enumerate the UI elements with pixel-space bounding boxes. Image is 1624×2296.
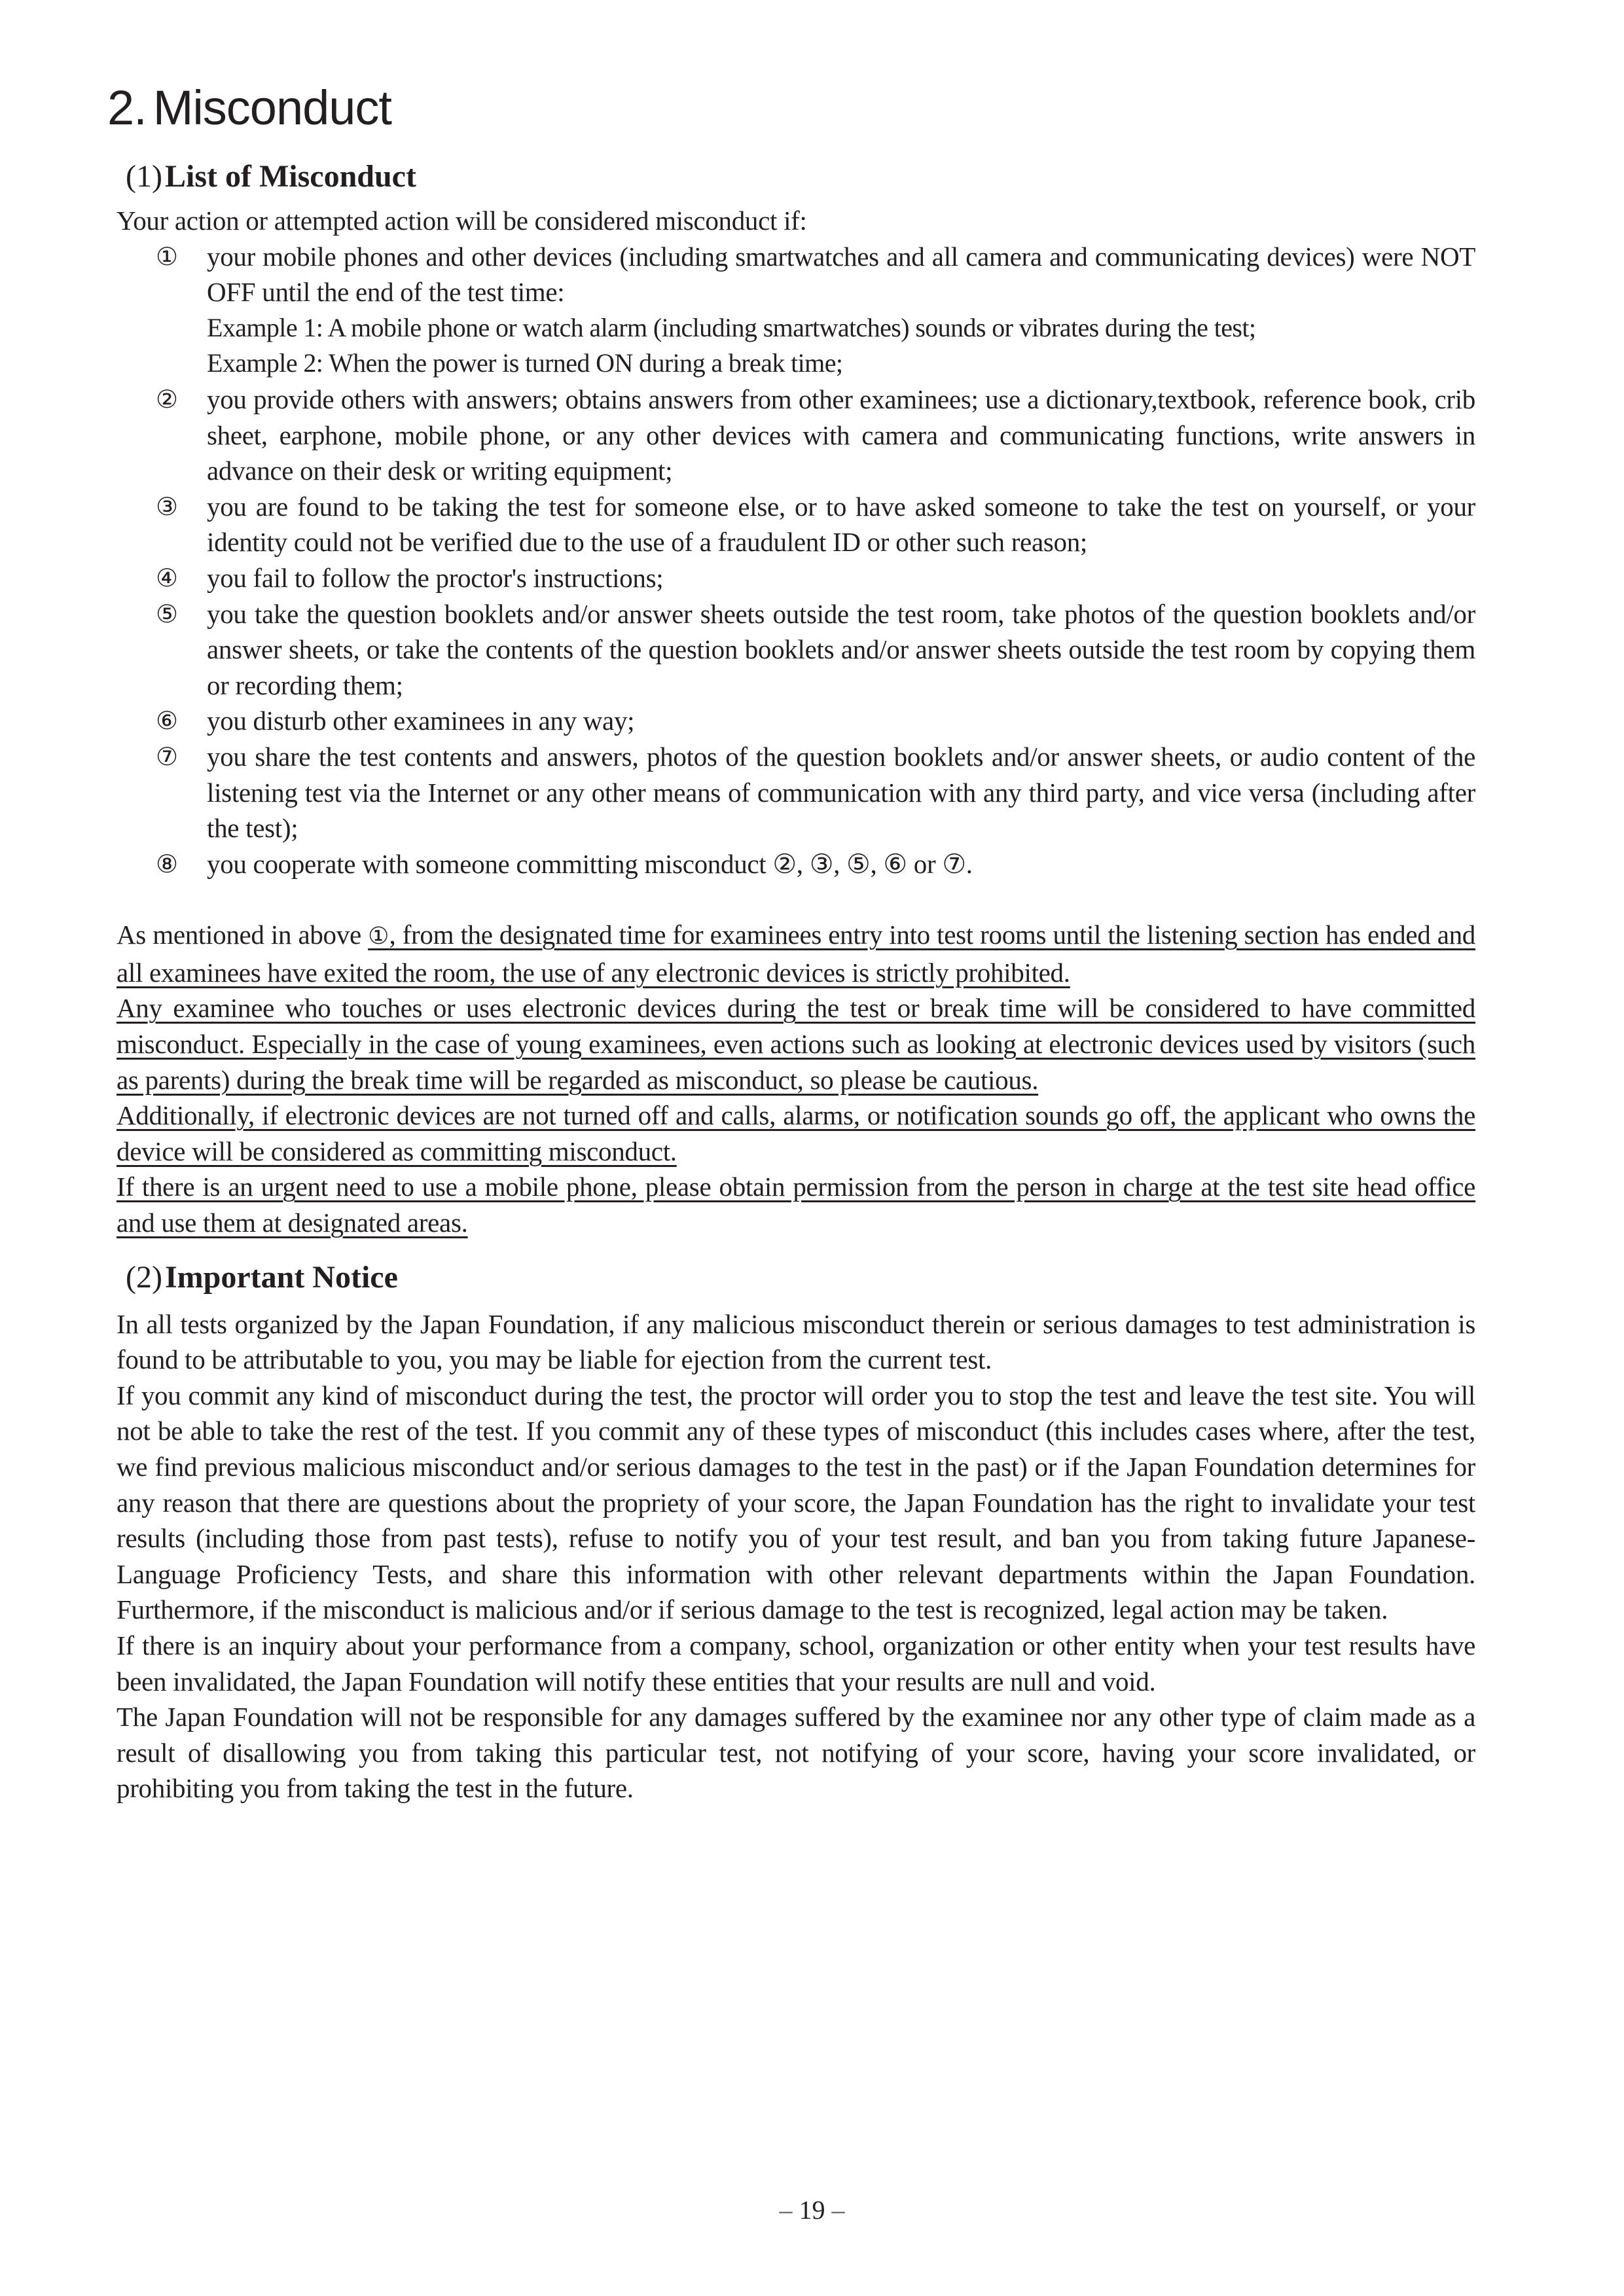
circled-number-7: ⑦ [156,742,179,771]
section-heading [107,79,1475,137]
list-item-text: you fail to follow the proctor's instructions; [207,562,664,593]
page-number-dash-right: – [831,2195,845,2225]
list-item [117,739,1475,846]
example-1: Example 1: A mobile phone or watch alarm (including smartwatches) sounds or vibrates during the test; [207,312,1256,342]
circled-number-reference: ① [368,923,389,950]
notice-underlined-4: If there is an urgent need to use a mobile phone, please obtain permission from the person in charge at the test site head office and use them at designated areas. [117,1172,1475,1238]
list-item [117,846,1475,882]
list-item-text: you share the test contents and answers, photos of the question booklets and/or answer sheets, or audio content of the listening test via the Internet or any other means of communication with any third party, and vice versa (including after the test); [207,741,1475,844]
subsection-number: (2) [126,1259,162,1295]
important-paragraph: If you commit any kind of misconduct during the test, the proctor will order you to stop the test and leave the test site. You will not be able to take the rest of the test. If you commit any of these types of misconduct (this includes cases where, after the test, we find previous malicious misconduct and/or serious damages to the test in the past) or if the Japan Foundation determines for any reason that there are questions about the propriety of your score, the Japan Foundation has the right to invalidate your test results (including those from past tests), refuse to notify you of your test result, and ban you from taking future Japanese-Language Proficiency Tests, and share this information with other relevant departments within the Japan Foundation. Furthermore, if the misconduct is malicious and/or if serious damage to the test is recognized, legal action may be taken. [117,1380,1475,1625]
electronic-devices-notice [117,917,1475,1240]
misconduct-list [117,239,1475,882]
circled-number-8: ⑧ [156,849,179,878]
notice-paragraph-2 [117,990,1475,1098]
document-page [107,79,1475,1806]
subsection-number: (1) [126,159,162,194]
notice-lead: As mentioned in above [117,920,369,950]
list-item-text: your mobile phones and other devices (including smartwatches and all camera and communicating devices) were NOT OFF until the end of the test time: [207,241,1475,308]
notice-paragraph-4 [117,1169,1475,1240]
notice-paragraph-1 [117,917,1475,990]
circled-number-1: ① [156,242,179,271]
notice-underlined-3: Additionally, if electronic devices are not turned off and calls, alarms, or notification sounds go off, the applicant who owns the device will be considered as committing misconduct. [117,1100,1475,1166]
page-number-dash-left: – [779,2195,793,2225]
circled-number-4: ④ [156,563,179,592]
misconduct-intro: Your action or attempted action will be considered misconduct if: [117,206,807,236]
subsection-title: Important Notice [164,1259,398,1295]
circled-number-2: ② [156,384,179,414]
page-footer [0,2194,1624,2227]
list-item-text: you disturb other examinees in any way; [207,706,635,736]
list-item-text: you cooperate with someone committing misconduct ②, ③, ⑤, ⑥ or ⑦. [207,848,973,879]
list-item [117,703,1475,739]
important-notice-body [117,1306,1475,1806]
subsection-heading-list-of-misconduct [126,157,1475,196]
important-paragraph: The Japan Foundation will not be responsible for any damages suffered by the examinee nor any other type of claim made as a result of disallowing you from taking this particular test, not notifying of your score, having your score invalidated, or prohibiting you from taking the test in the future. [117,1702,1475,1804]
important-paragraph: If there is an inquiry about your performance from a company, school, organization or other entity when your test results have been invalidated, the Japan Foundation will notify these entities that your results are null and void. [117,1630,1475,1696]
circled-number-5: ⑤ [156,599,179,628]
list-item [117,560,1475,596]
list-item [117,239,1475,382]
list-item-text: you are found to be taking the test for someone else, or to have asked someone to take the test on yourself, or your identity could not be verified due to the use of a fraudulent ID or other such reason; [207,491,1475,558]
page-number: 19 [799,2195,825,2225]
subsection-title: List of Misconduct [164,159,416,194]
circled-number-3: ③ [156,492,179,521]
example-2: Example 2: When the power is turned ON during a break time; [207,348,843,378]
list-item-text: you take the question booklets and/or answer sheets outside the test room, take photos of the question booklets and/or answer sheets, or take the contents of the question booklets and/or answer sheets outside the test room by copying them or recording them; [207,598,1475,700]
notice-underlined-2: Any examinee who touches or uses electronic devices during the test or break time will be considered to have committed misconduct. Especially in the case of young examinees, even actions such as looking at electronic devices used by visitors (such as parents) during the break time will be regarded as misconduct, so please be cautious. [117,993,1475,1095]
notice-underlined-1: , from the designated time for examinees entry into test rooms until the listening section has ended and all examinees have exited the room, the use of any electronic devices is strictly prohibited. [117,920,1475,988]
list-item-text: you provide others with answers; obtains answers from other examinees; use a dictionary,textbook, reference book, crib sheet, earphone, mobile phone, or any other devices with camera and communicating functions, write answers in advance on their desk or writing equipment; [207,384,1475,486]
list-item [117,382,1475,489]
notice-paragraph-3 [117,1098,1475,1169]
section-title: Misconduct [153,81,391,135]
section-number: 2. [107,81,147,135]
subsection-heading-important-notice [126,1258,1475,1297]
list-item [117,596,1475,704]
list-item [117,489,1475,560]
circled-number-6: ⑥ [156,706,179,736]
important-paragraph: In all tests organized by the Japan Foundation, if any malicious misconduct therein or serious damages to test administration is found to be attributable to you, you may be liable for ejection from the current test. [117,1308,1475,1375]
